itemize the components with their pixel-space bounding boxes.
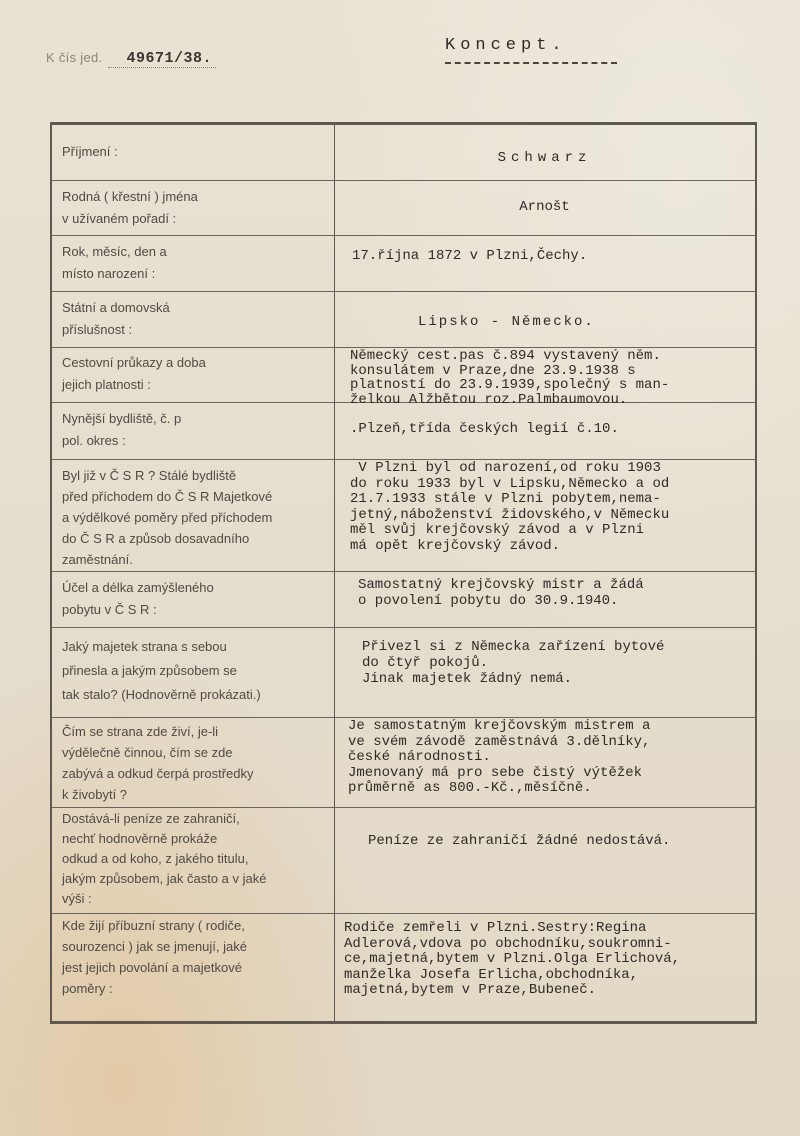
row-relatives	[52, 913, 755, 1021]
row-value: V Plzni byl od narození,od roku 1903 do roku 1933 byl v Lipsku,Německo a od 21.7.1933 stále v Plzni pobytem,nema- jetný,náboženství židovského,v Německu měl svůj krejčovský závod a v Plzni má opět krejčovský závod.	[350, 460, 670, 554]
row-livelihood	[52, 717, 755, 808]
row-label: Státní a domovská příslušnost :	[62, 300, 170, 337]
row-travel-documents	[52, 347, 755, 408]
row-label: Cestovní průkazy a doba jejich platnosti :	[62, 355, 206, 392]
row-value: Lipsko - Německo.	[418, 314, 595, 330]
reference-label: K čís jed.	[46, 50, 103, 65]
row-value: Arnošt	[519, 199, 570, 215]
row-label: Rodná ( křestní ) jména v užívaném pořadí :	[62, 189, 198, 226]
row-birth	[52, 235, 755, 292]
row-value: Schwarz	[497, 150, 592, 166]
row-surname	[52, 125, 755, 181]
row-value: .Plzeň,třída českých legií č.10.	[350, 421, 619, 437]
row-value: Německý cest.pas č.894 vystavený něm. konsulátem v Praze,dne 23.9.1938 s platností do 23.9.1939,společný s man- želkou Alžbětou roz.Palmbaumovou.	[350, 348, 670, 408]
row-label: Nynější bydliště, č. p pol. okres :	[62, 411, 182, 448]
reference-line	[46, 50, 216, 68]
row-label: Rok, měsíc, den a místo narození :	[62, 244, 167, 281]
row-citizenship	[52, 291, 755, 348]
row-value: Přivezl si z Německa zařízení bytové do čtyř pokojů. Jinak majetek žádný nemá.	[362, 639, 665, 687]
row-value: Je samostatným krejčovským mistrem a ve svém závodě zaměstnává 3.dělníky, české národnosti. Jmenovaný má pro sebe čistý výtěžek průměrně as 800.-Kč.,měsíčně.	[348, 718, 651, 796]
row-value: Peníze ze zahraničí žádné nedostává.	[368, 833, 671, 849]
row-foreign-funds	[52, 807, 755, 914]
row-label: Účel a délka zamýšleného pobytu v Č S R :	[62, 580, 214, 617]
document-title: Koncept.	[445, 36, 567, 55]
row-label: Dostává-li peníze ze zahraničí, nechť hodnověrně prokáže odkud a od koho, z jakého titulu, jakým způsobem, jak často a v jaké výši :	[62, 811, 267, 906]
row-residence	[52, 402, 755, 460]
title-underline	[445, 62, 617, 64]
row-previous-residence	[52, 459, 755, 572]
row-label: Příjmení :	[62, 144, 118, 159]
row-value: Samostatný krejčovský mistr a žádá o povolení pobytu do 30.9.1940.	[358, 577, 644, 609]
row-given-names	[52, 180, 755, 236]
row-value: Rodiče zemřeli v Plzni.Sestry:Regina Adlerová,vdova po obchodníku,soukromni- ce,majetná,bytem v Plzni.Olga Erlichová, manželka Josefa Erlicha,obchodníka, majetná,bytem v Praze,Bubeneč.	[344, 920, 681, 998]
row-label: Kde žijí příbuzní strany ( rodiče, sourozenci ) jak se jmenují, jaké jest jejich povolání a majetkové poměry :	[62, 918, 247, 996]
row-value: 17.října 1872 v Plzni,Čechy.	[352, 248, 588, 264]
row-purpose-of-stay	[52, 571, 755, 628]
registration-form	[50, 122, 757, 1024]
row-property	[52, 627, 755, 718]
reference-number: 49671/38.	[108, 50, 216, 68]
row-label: Čím se strana zde živí, je-li výdělečně činnou, čím se zde zabývá a odkud čerpá prostředky k živobytí ?	[62, 724, 254, 802]
row-label: Byl již v Č S R ? Stálé bydliště před příchodem do Č S R Majetkové a výdělkové poměry před příchodem do Č S R a způsob dosavadního zaměstnání.	[62, 468, 273, 567]
row-label: Jaký majetek strana s sebou přinesla a jakým způsobem se tak stalo? (Hodnověrně prokázati.)	[62, 639, 261, 702]
